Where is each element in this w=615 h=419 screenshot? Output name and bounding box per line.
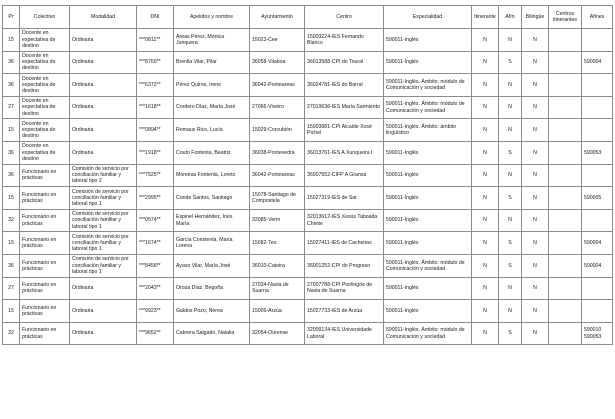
table-row <box>3 187 613 210</box>
cell-colectivo: Docente en expectativa de destino <box>20 29 70 52</box>
cell-bilingue: N <box>522 29 549 52</box>
table-row <box>3 119 613 142</box>
header-cell: Centros itinerantes <box>549 6 582 29</box>
cell-ayuntamiento: 15006-Arzúa <box>250 300 305 323</box>
cell-centros-itinerantes <box>549 96 582 119</box>
cell-pr: 36 <box>3 141 20 164</box>
cell-ayuntamiento: 15029-Corcubión <box>250 119 305 142</box>
cell-modalidad: Ordinaria <box>70 29 137 52</box>
cell-colectivo: Docente en expectativa de destino <box>20 74 70 97</box>
header-cell: Afines <box>582 6 613 29</box>
cell-centros-itinerantes <box>549 164 582 187</box>
header-cell: Itinerante <box>472 6 499 29</box>
cell-nombre: Espinel Hernández, Inés María <box>174 209 250 232</box>
cell-nombre: Oroza Díaz, Begoña <box>174 277 250 300</box>
cell-nombre: Romaus Rico, Lucía <box>174 119 250 142</box>
cell-centros-itinerantes <box>549 254 582 277</box>
cell-pr: 15 <box>3 300 20 323</box>
header-cell: Colectivo <box>20 6 70 29</box>
cell-afin: N <box>499 96 522 119</box>
cell-especialidad: 590011-Inglés. Ámbito: módulo de Comunicación y sociedad <box>384 254 472 277</box>
cell-afin: S <box>499 322 522 345</box>
cell-modalidad: Ordinaria <box>70 96 137 119</box>
cell-modalidad: Comisión de servicio por conciliación familiar y laboral tipo 1 <box>70 254 137 277</box>
cell-centro: 36013588-CPI do Toural <box>305 51 384 74</box>
cell-dni: ***0811** <box>137 29 174 52</box>
cell-itinerante: N <box>472 96 499 119</box>
cell-afin: S <box>499 187 522 210</box>
cell-dni: ***2043** <box>137 277 174 300</box>
cell-itinerante: N <box>472 164 499 187</box>
cell-pr: 15 <box>3 232 20 255</box>
cell-itinerante: N <box>472 322 499 345</box>
cell-afines <box>582 96 613 119</box>
cell-nombre: Cordero Díaz, María José <box>174 96 250 119</box>
cell-modalidad: Ordinaria <box>70 277 137 300</box>
cell-ayuntamiento: 27034-Navia de Suarna <box>250 277 305 300</box>
cell-ayuntamiento: 32054-Ourense <box>250 322 305 345</box>
cell-centros-itinerantes <box>549 119 582 142</box>
cell-itinerante: N <box>472 74 499 97</box>
cell-centros-itinerantes <box>549 141 582 164</box>
cell-afin: N <box>499 300 522 323</box>
cell-colectivo: Funcionario en prácticas <box>20 254 70 277</box>
cell-dni: ***1918** <box>137 141 174 164</box>
cell-afin: N <box>499 119 522 142</box>
cell-especialidad: 590011-Inglés <box>384 187 472 210</box>
cell-nombre: Conde Santos, Santiago <box>174 187 250 210</box>
cell-itinerante: N <box>472 187 499 210</box>
cell-afines <box>582 164 613 187</box>
cell-afines: 590004 <box>582 254 613 277</box>
cell-centro: 32013612-IES Xesús Taboada Chivite <box>305 209 384 232</box>
cell-modalidad: Ordinaria <box>70 51 137 74</box>
cell-bilingue: N <box>522 164 549 187</box>
cell-ayuntamiento: 36038-Pontevedra <box>250 141 305 164</box>
cell-colectivo: Funcionario en prácticas <box>20 300 70 323</box>
cell-centros-itinerantes <box>549 29 582 52</box>
cell-afines: 590004 <box>582 232 613 255</box>
header-cell: Bilingüe <box>522 6 549 29</box>
cell-modalidad: Ordinaria <box>70 119 137 142</box>
cell-ayuntamiento: 36042-Ponteareas <box>250 164 305 187</box>
cell-itinerante: N <box>472 254 499 277</box>
table-row <box>3 96 613 119</box>
cell-afin: N <box>499 277 522 300</box>
cell-dni: ***8760** <box>137 51 174 74</box>
cell-afin: N <box>499 209 522 232</box>
table-row <box>3 232 613 255</box>
cell-bilingue: N <box>522 232 549 255</box>
cell-bilingue: N <box>522 74 549 97</box>
cell-itinerante: N <box>472 232 499 255</box>
cell-colectivo: Docente en expectativa de destino <box>20 51 70 74</box>
cell-afines <box>582 277 613 300</box>
cell-modalidad: Ordinaria <box>70 300 137 323</box>
cell-nombre: García Constenla, María Lorena <box>174 232 250 255</box>
cell-centro: 15027411-IES de Cacheiras <box>305 232 384 255</box>
cell-afin: S <box>499 141 522 164</box>
table-row <box>3 209 613 232</box>
cell-bilingue: N <box>522 254 549 277</box>
cell-centro: 27019636-IES María Sarmiento <box>305 96 384 119</box>
header-cell: Ayuntamiento <box>250 6 305 29</box>
cell-itinerante: N <box>472 141 499 164</box>
cell-dni: ***1674** <box>137 232 174 255</box>
cell-centros-itinerantes <box>549 277 582 300</box>
cell-dni: ***9923** <box>137 300 174 323</box>
cell-centro: 15003224-IES Fernando Blanco <box>305 29 384 52</box>
cell-bilingue: N <box>522 322 549 345</box>
cell-nombre: Cabrera Salgado, Natalia <box>174 322 250 345</box>
cell-centro: 32009134-IES Universidade Laboral <box>305 322 384 345</box>
cell-afines <box>582 74 613 97</box>
cell-afines: 590053 <box>582 141 613 164</box>
cell-nombre: Couto Fontenla, Beatriz <box>174 141 250 164</box>
cell-colectivo: Docente en expectativa de destino <box>20 96 70 119</box>
table-row <box>3 300 613 323</box>
table-row <box>3 141 613 164</box>
cell-afines <box>582 300 613 323</box>
cell-centros-itinerantes <box>549 300 582 323</box>
cell-ayuntamiento: 36042-Ponteareas <box>250 74 305 97</box>
cell-itinerante: N <box>472 277 499 300</box>
cell-centro: 36024781-IES do Barral <box>305 74 384 97</box>
cell-centro: 36007552-CIFP A Granxa <box>305 164 384 187</box>
cell-especialidad: 590011-Inglés <box>384 232 472 255</box>
table-row <box>3 51 613 74</box>
cell-centros-itinerantes <box>549 232 582 255</box>
cell-itinerante: N <box>472 300 499 323</box>
cell-dni: ***9652** <box>137 322 174 345</box>
cell-centro: 36001252-CPI do Progreso <box>305 254 384 277</box>
cell-dni: ***1618** <box>137 96 174 119</box>
cell-afines: 590010 590053 <box>582 322 613 345</box>
cell-especialidad: 590011-Inglés. Ámbito: módulo de Comunicación y sociedad <box>384 322 472 345</box>
cell-especialidad: 590011-Inglés <box>384 29 472 52</box>
cell-especialidad: 590011-Inglés <box>384 300 472 323</box>
cell-pr: 36 <box>3 164 20 187</box>
cell-bilingue: N <box>522 277 549 300</box>
cell-itinerante: N <box>472 209 499 232</box>
cell-nombre: Galdos Pozo, Nerea <box>174 300 250 323</box>
cell-bilingue: N <box>522 300 549 323</box>
cell-centro: 36013761-IES A Xunqueira I <box>305 141 384 164</box>
header-row <box>3 6 613 29</box>
cell-bilingue: N <box>522 209 549 232</box>
cell-especialidad: 590011-Inglés. Ámbito: ámbito lingüístico <box>384 119 472 142</box>
cell-afin: S <box>499 254 522 277</box>
cell-centros-itinerantes <box>549 187 582 210</box>
cell-ayuntamiento: 15078-Santiago de Compostela <box>250 187 305 210</box>
cell-ayuntamiento: 36058-Vilaboa <box>250 51 305 74</box>
cell-pr: 36 <box>3 254 20 277</box>
cell-dni: ***8458** <box>137 254 174 277</box>
cell-afin: S <box>499 232 522 255</box>
cell-modalidad: Ordinaria <box>70 141 137 164</box>
cell-centro: 15027319-IES de Sar <box>305 187 384 210</box>
cell-bilingue: N <box>522 51 549 74</box>
header-cell: Modalidad <box>70 6 137 29</box>
cell-afin: N <box>499 74 522 97</box>
cell-pr: 15 <box>3 29 20 52</box>
cell-colectivo: Funcionario en prácticas <box>20 187 70 210</box>
cell-bilingue: N <box>522 119 549 142</box>
cell-centros-itinerantes <box>549 51 582 74</box>
table-row <box>3 322 613 345</box>
cell-afin: N <box>499 29 522 52</box>
cell-colectivo: Funcionario en prácticas <box>20 232 70 255</box>
cell-afines: 590005 <box>582 187 613 210</box>
cell-pr: 32 <box>3 322 20 345</box>
table-row <box>3 164 613 187</box>
cell-modalidad: Comisión de servicio por conciliación familiar y laboral tipo 1 <box>70 232 137 255</box>
cell-ayuntamiento: 15082-Teo <box>250 232 305 255</box>
cell-nombre: Pérez Quiros, Irene <box>174 74 250 97</box>
cell-afin: N <box>499 164 522 187</box>
cell-centro: 15027733-IES de Arzúa <box>305 300 384 323</box>
table-row <box>3 74 613 97</box>
cell-pr: 15 <box>3 187 20 210</box>
header-cell: Centro <box>305 6 384 29</box>
cell-nombre: Brenlla Vilar, Pilar <box>174 51 250 74</box>
cell-itinerante: N <box>472 51 499 74</box>
table-row <box>3 254 613 277</box>
cell-bilingue: N <box>522 96 549 119</box>
cell-centro: 27007788-CPI Piorlingöe de Navia de Suarna <box>305 277 384 300</box>
cell-colectivo: Funcionario en prácticas <box>20 164 70 187</box>
cell-afin: S <box>499 51 522 74</box>
cell-especialidad: 590011-Inglés <box>384 51 472 74</box>
cell-especialidad: 590011-Inglés <box>384 209 472 232</box>
cell-afines: 590004 <box>582 51 613 74</box>
cell-ayuntamiento: 15023-Cee <box>250 29 305 52</box>
assignments-table <box>2 5 613 345</box>
header-cell: Especialidad <box>384 6 472 29</box>
table-body <box>3 29 613 345</box>
cell-dni: ***6372** <box>137 74 174 97</box>
header-cell: Afín <box>499 6 522 29</box>
cell-nombre: Moreiras Fontenla, Loreto <box>174 164 250 187</box>
cell-modalidad: Ordinaria <box>70 74 137 97</box>
cell-dni: ***2995** <box>137 187 174 210</box>
cell-centros-itinerantes <box>549 322 582 345</box>
cell-pr: 15 <box>3 119 20 142</box>
cell-dni: ***7525** <box>137 164 174 187</box>
cell-colectivo: Funcionario en prácticas <box>20 322 70 345</box>
cell-pr: 32 <box>3 209 20 232</box>
header-cell: DNI <box>137 6 174 29</box>
cell-bilingue: N <box>522 141 549 164</box>
cell-centro: 15003881-CPI Alcalde Xosé Pichel <box>305 119 384 142</box>
cell-colectivo: Funcionario en prácticas <box>20 209 70 232</box>
cell-colectivo: Docente en expectativa de destino <box>20 141 70 164</box>
header-cell: Apelidos y nombre <box>174 6 250 29</box>
cell-pr: 36 <box>3 74 20 97</box>
cell-afines <box>582 209 613 232</box>
table-row <box>3 277 613 300</box>
cell-modalidad: Ordinaria <box>70 322 137 345</box>
cell-colectivo: Docente en expectativa de destino <box>20 119 70 142</box>
cell-nombre: Areas Pérez, Mónica Junquera <box>174 29 250 52</box>
cell-bilingue: N <box>522 187 549 210</box>
cell-modalidad: Comisión de servicio por conciliación familiar y laboral tipo 1 <box>70 209 137 232</box>
cell-especialidad: 590011-Inglés. Ámbito: módulo de Comunicación y sociedad <box>384 74 472 97</box>
cell-especialidad: 590011-Inglés <box>384 277 472 300</box>
cell-especialidad: 590011-Inglés <box>384 164 472 187</box>
cell-dni: ***0894** <box>137 119 174 142</box>
cell-ayuntamiento: 32085-Verín <box>250 209 305 232</box>
cell-pr: 36 <box>3 51 20 74</box>
table-row <box>3 29 613 52</box>
cell-itinerante: N <box>472 29 499 52</box>
cell-centros-itinerantes <box>549 74 582 97</box>
cell-modalidad: Comisión de servicio por conciliación familiar y laboral tipo 2 <box>70 164 137 187</box>
header-cell: Pr <box>3 6 20 29</box>
cell-itinerante: N <box>472 119 499 142</box>
cell-pr: 27 <box>3 96 20 119</box>
cell-centros-itinerantes <box>549 209 582 232</box>
cell-modalidad: Comisión de servicio por conciliación familiar y laboral tipo 1 <box>70 187 137 210</box>
cell-afines <box>582 119 613 142</box>
cell-ayuntamiento: 27066-Viveiro <box>250 96 305 119</box>
cell-ayuntamiento: 36010-Catoira <box>250 254 305 277</box>
cell-especialidad: 590011-Inglés <box>384 141 472 164</box>
cell-dni: ***0574** <box>137 209 174 232</box>
cell-pr: 27 <box>3 277 20 300</box>
cell-nombre: Ayaso Vilar, María José <box>174 254 250 277</box>
cell-afines <box>582 29 613 52</box>
cell-especialidad: 590011-Inglés. Ámbito: módulo de Comunicación y sociedad <box>384 96 472 119</box>
cell-colectivo: Funcionario en prácticas <box>20 277 70 300</box>
